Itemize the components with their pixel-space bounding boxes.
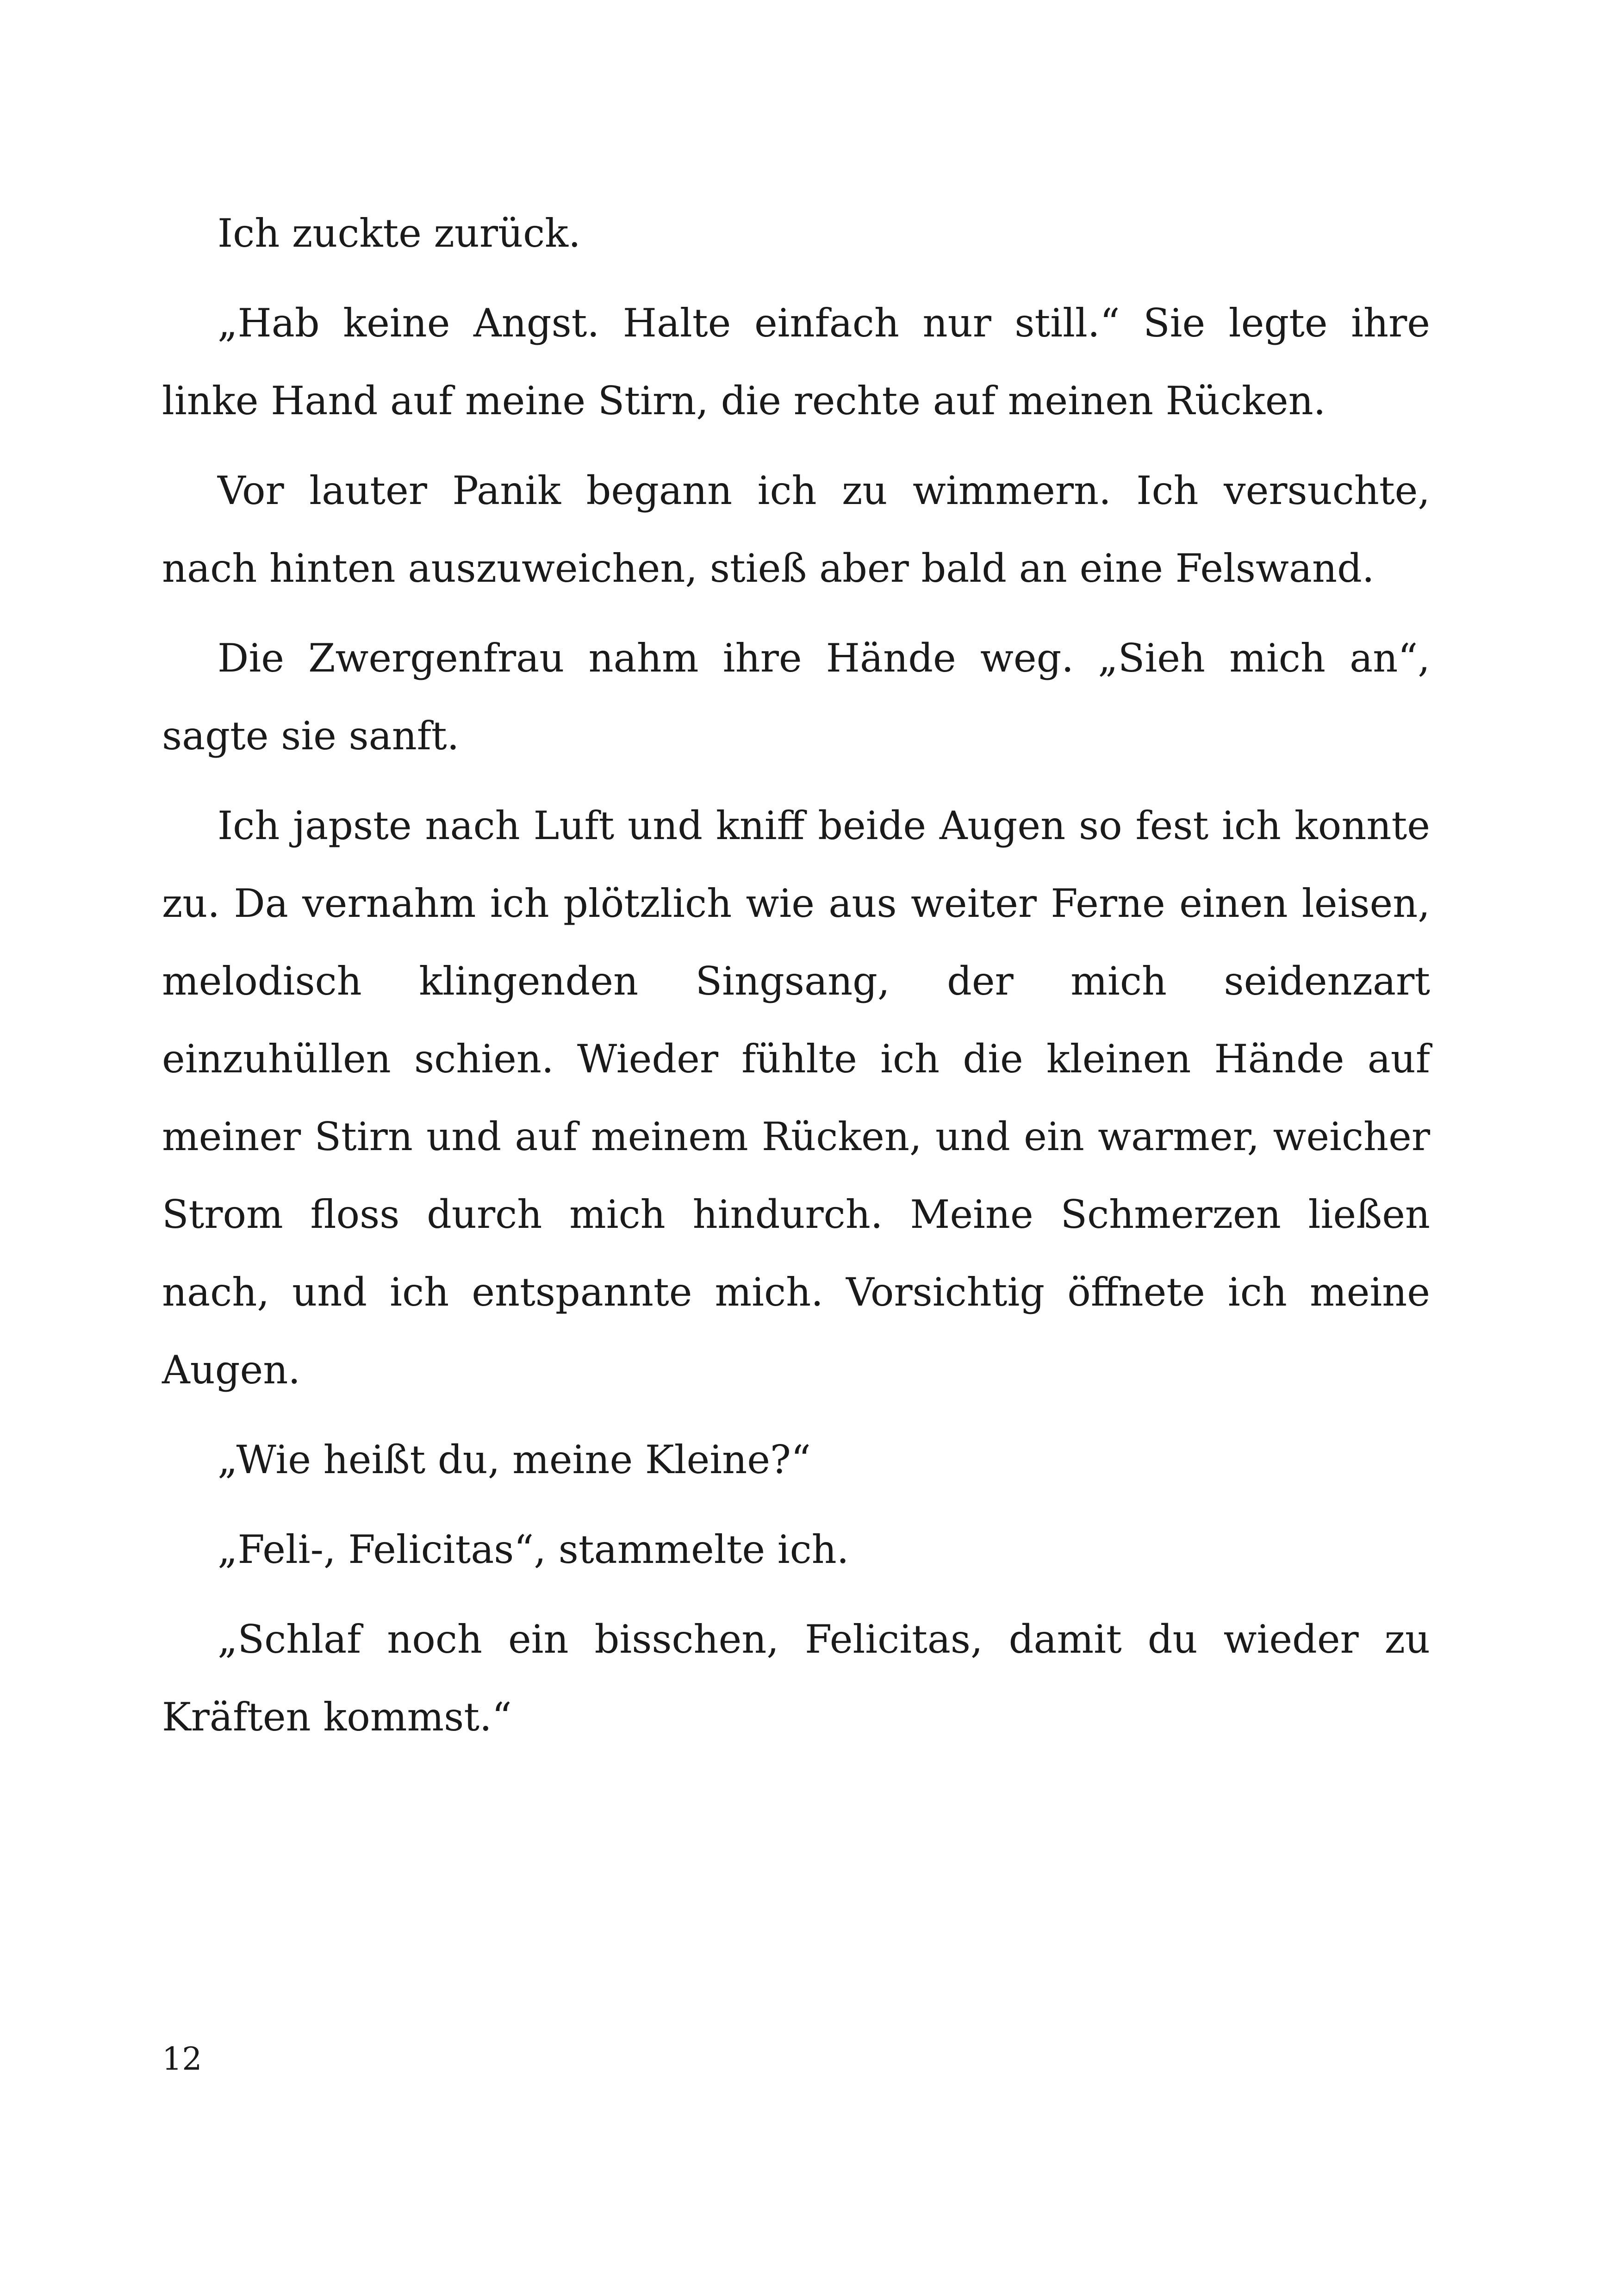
paragraph: „Wie heißt du, meine Kleine?“: [218, 1437, 811, 1482]
paragraph: „Feli-, Felicitas“, stammelte ich.: [218, 1527, 849, 1572]
paragraph: Vor lauter Panik begann ich zu wimmern. Ich versuchte, nach hinten auszuweichen, stieß aber bald an eine Felswand.: [162, 468, 1430, 591]
paragraph: Ich japste nach Luft und kniff beide Augen so fest ich konnte zu. Da vernahm ich plötzlich wie aus weiter Ferne einen leisen, melodisch klingenden Singsang, der mich seidenzart einzuhüllen schien. Wieder fühlte ich die kleinen Hände auf meiner Stirn und auf meinem Rücken, und ein warmer, weicher Strom floss durch mich hindurch. Meine Schmerzen ließen nach, und ich entspannte mich. Vorsichtig öffnete ich meine Augen.: [162, 803, 1430, 1393]
paragraph: Die Zwergenfrau nahm ihre Hände weg. „Sieh mich an“, sagte sie sanft.: [162, 635, 1430, 759]
body-text: [162, 194, 1430, 1768]
paragraph: Ich zuckte zurück.: [218, 211, 581, 256]
page-number: 12: [162, 2041, 202, 2078]
paragraph: „Schlaf noch ein bisschen, Felicitas, damit du wieder zu Kräften kommst.“: [162, 1617, 1430, 1740]
paragraph: „Hab keine Angst. Halte einfach nur still.“ Sie legte ihre linke Hand auf meine Stirn, die rechte auf meinen Rücken.: [162, 300, 1430, 423]
